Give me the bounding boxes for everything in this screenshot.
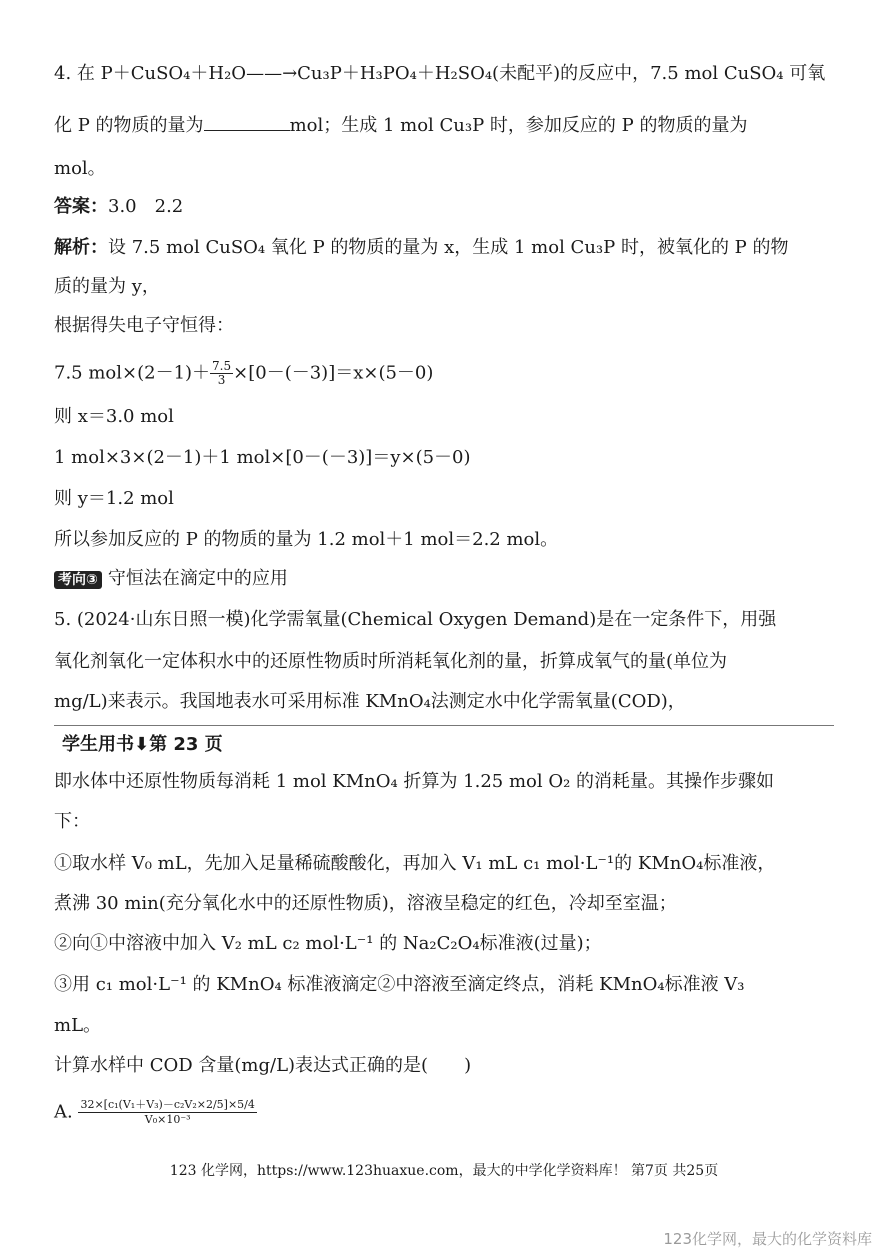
equation-5: 所以参加反应的 P 的物质的量为 1.2 mol＋1 mol＝2.2 mol。 [54, 529, 559, 550]
equation-1 [54, 360, 433, 387]
q5-line-3: mg/L)来表示。我国地表水可采用标准 KMnO₄法测定水中化学需氧量(COD)， [54, 691, 686, 712]
section-title: 守恒法在滴定中的应用 [107, 568, 288, 589]
equation-1-left: 7.5 mol×(2－1)＋ [54, 362, 211, 384]
option-a[interactable] [54, 1098, 257, 1127]
option-a-label: A. [54, 1101, 73, 1123]
analysis-line-1 [54, 236, 789, 260]
step-2: ②向①中溶液中加入 V₂ mL c₂ mol·L⁻¹ 的 Na₂C₂O₄标准液(过量)； [54, 933, 602, 954]
analysis-text-1: 设 7.5 mol CuSO₄ 氧化 P 的物质的量为 x，生成 1 mol Cu₃P 时，被氧化的 P 的物 [108, 237, 789, 258]
student-book-label: 学生用书⬇第 23 页 [62, 734, 223, 755]
q4-line-2 [54, 112, 747, 138]
step-1-line-2: 煮沸 30 min(充分氧化水中的还原性物质)，溶液呈稳定的红色，冷却至室温； [54, 893, 677, 914]
equation-2: 则 x＝3.0 mol [54, 406, 174, 427]
answer-blank [204, 112, 290, 131]
step-1-line-1: ①取水样 V₀ mL，先加入足量稀硫酸酸化，再加入 V₁ mL c₁ mol·L⁻¹的 KMnO₄标准液， [54, 853, 776, 874]
q4-line-1: 4. 在 P＋CuSO₄＋H₂O——→Cu₃P＋H₃PO₄＋H₂SO₄(未配平)的反应中，7.5 mol CuSO₄ 可氧 [54, 63, 826, 84]
q4-line-2-end: mol；生成 1 mol Cu₃P 时，参加反应的 P 的物质的量为 [289, 115, 748, 136]
page-divider [54, 725, 834, 726]
step-3-line-1: ③用 c₁ mol·L⁻¹ 的 KMnO₄ 标准液滴定②中溶液至滴定终点，消耗 KMnO₄标准液 V₃ [54, 974, 745, 995]
equation-4: 则 y＝1.2 mol [54, 488, 174, 509]
option-a-formula [78, 1098, 256, 1127]
option-a-numerator: 32×[c₁(V₁＋V₃)－c₂V₂×2/5]×5/4 [80, 1098, 255, 1111]
equation-1-right: ×[0－(－3)]＝x×(5－0) [233, 362, 434, 384]
equation-3: 1 mol×3×(2－1)＋1 mol×[0－(－3)]＝y×(5－0) [54, 447, 471, 468]
analysis-line-3: 根据得失电子守恒得： [54, 315, 234, 336]
analysis-line-2: 质的量为 y， [54, 276, 160, 297]
step-3-line-2: mL。 [54, 1015, 102, 1036]
answer-label: 答案： [54, 196, 108, 217]
question-prompt: 计算水样中 COD 含量(mg/L)表达式正确的是( ) [54, 1055, 472, 1076]
equation-1-fraction [210, 360, 233, 387]
q5-cont-line-1: 即水体中还原性物质每消耗 1 mol KMnO₄ 折算为 1.25 mol O₂ 的消耗量。其操作步骤如 [54, 771, 775, 792]
fraction-denominator: 3 [217, 373, 226, 387]
page-footer: 123 化学网，https://www.123huaxue.com，最大的中学化学资料库！ 第7页 共25页 [169, 1163, 719, 1179]
q4-line-2-start: 化 P 的物质的量为 [54, 115, 204, 136]
analysis-label: 解析： [54, 237, 108, 258]
q5-line-2: 氧化剂氧化一定体积水中的还原性物质时所消耗氧化剂的量，折算成氧气的量(单位为 [54, 651, 728, 672]
section-heading [54, 567, 288, 591]
q5-cont-line-2: 下： [54, 811, 90, 832]
q5-line-1: 5. (2024·山东日照一模)化学需氧量(Chemical Oxygen Demand)是在一定条件下，用强 [54, 609, 777, 630]
option-a-denominator: V₀×10⁻³ [144, 1113, 191, 1126]
section-tag: 考向③ [54, 571, 102, 589]
watermark: 123化学网，最大的化学资料库 [663, 1230, 872, 1248]
answer-value: 3.0 2.2 [108, 196, 184, 217]
q4-line-3: mol。 [54, 158, 106, 179]
answer-line [54, 195, 183, 219]
fraction-numerator: 7.5 [212, 359, 232, 373]
